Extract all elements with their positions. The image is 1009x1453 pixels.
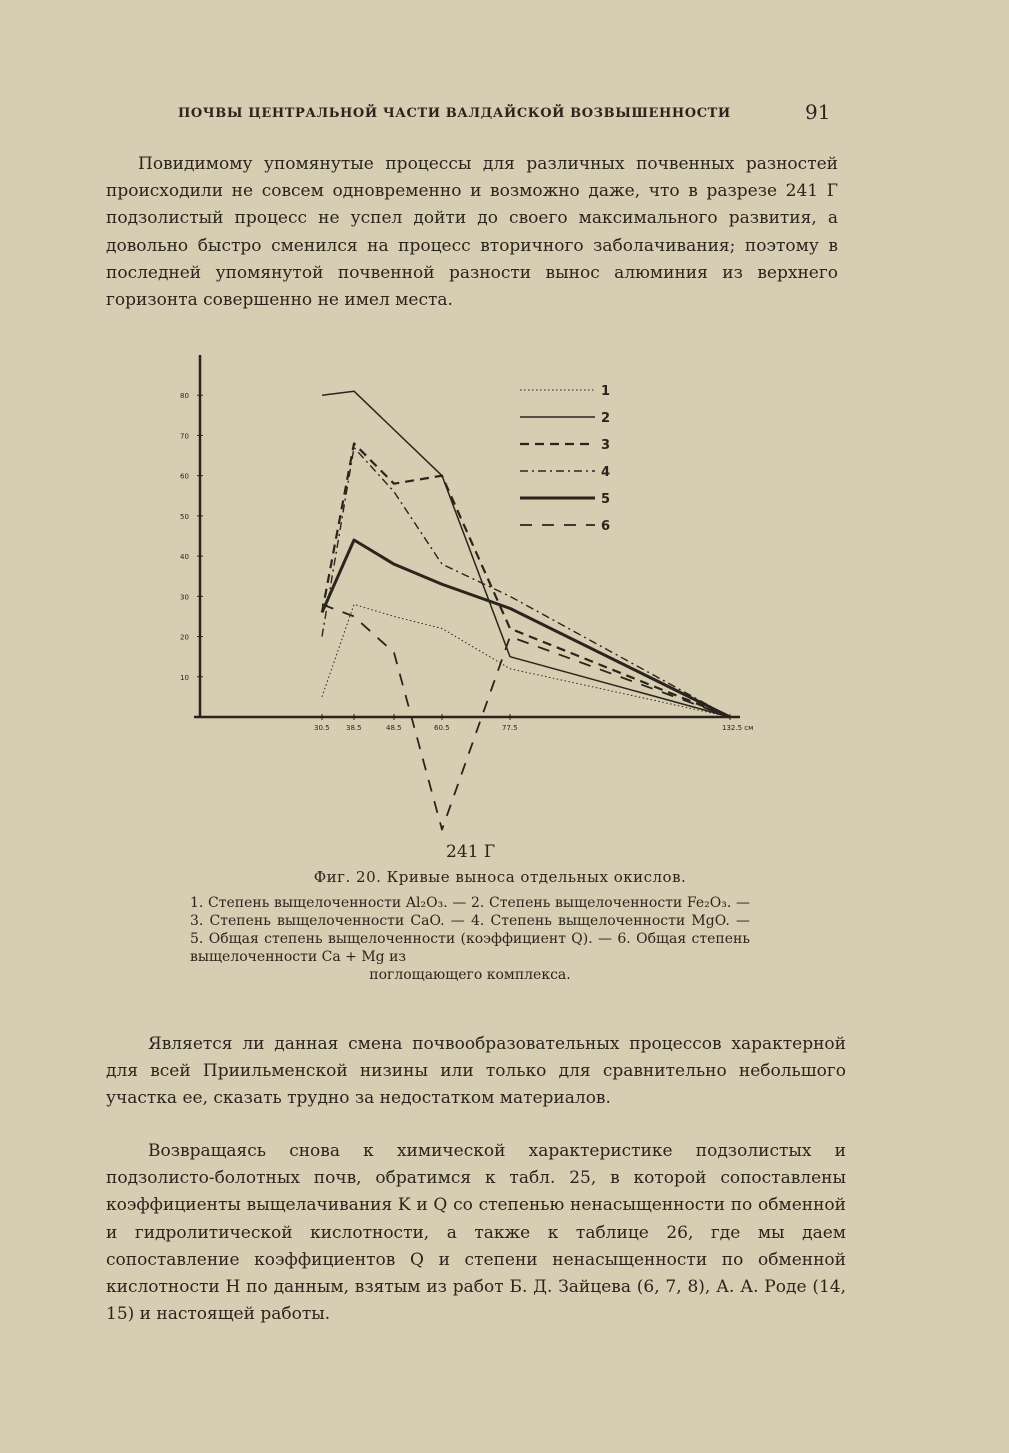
y-tick-label: 50 (180, 512, 189, 521)
figure-legend-text-end: поглощающего комплекса. (369, 967, 571, 983)
x-tick-label: 132.5 см (722, 724, 754, 732)
running-head: ПОЧВЫ ЦЕНТРАЛЬНОЙ ЧАСТИ ВАЛДАЙСКОЙ ВОЗВЫШЕННОСТИ (178, 106, 731, 121)
y-tick-label: 30 (180, 593, 189, 602)
y-tick-label: 10 (180, 673, 189, 682)
paragraph-3: Возвращаясь снова к химической характеристике подзолистых и подзолисто-болотных почв, обратимся к табл. 25, в которой сопоставлены коэффициенты выщелачивания K и Q со степенью ненасыщенности по обменной и гидролитической кислотности, а также к таблице 26, где мы даем сопоставление коэффициентов Q и степени ненасыщенности по обменной кислотности H по данным, взятым из работ Б. Д. Зайцева (6, 7, 8), А. А. Роде (14, 15) и настоящей работы. (106, 1141, 846, 1325)
x-tick-label: 48.5 (386, 724, 402, 732)
figure-legend-text: 1. Степень выщелоченности Al₂O₃. — 2. Степень выщелоченности Fe₂O₃. — 3. Степень выщелоченности CaO. — 4. Степень выщелоченности MgO. — 5. Общая степень выщелоченности (коэффициент Q). — 6. Общая степень выщелоченности Ca + Mg из (190, 895, 750, 965)
legend-label-4: 4 (601, 465, 611, 480)
x-tick-label: 38.5 (346, 724, 362, 732)
series-line-4 (322, 448, 730, 717)
paragraph-2: Является ли данная смена почвообразовательных процессов характерной для всей Приильменской низины или только для сравнительно небольшого участка ее, сказать трудно за недостатком материалов. (106, 1034, 846, 1109)
figure-id: 241 Г (446, 842, 496, 862)
series-line-2 (322, 391, 730, 717)
legend-label-3: 3 (601, 438, 611, 453)
y-tick-label: 70 (180, 432, 189, 441)
figure-legend-note (190, 894, 750, 984)
y-tick-label: 80 (180, 392, 189, 401)
x-tick-label: 60.5 (434, 724, 450, 732)
y-tick-label: 40 (180, 553, 189, 562)
legend-label-6: 6 (601, 519, 611, 534)
figure-caption: Фиг. 20. Кривые выноса отдельных окислов. (313, 868, 687, 886)
legend-label-5: 5 (601, 492, 611, 507)
y-tick-label: 60 (180, 472, 189, 481)
paragraph-1: Повидимому упомянутые процессы для различных почвенных разностей происходили не совсем одновременно и возможно даже, что в разрезе 241 Г подзолистый процесс не успел дойти до своего максимального развития, а довольно быстро сменился на процесс вторичного заболачивания; поэтому в последней упомянутой почвенной разности вынос алюминия из верхнего горизонта совершенно не имел места. (106, 154, 838, 311)
series-line-3 (322, 443, 730, 717)
x-tick-label: 77.5 (502, 724, 518, 732)
y-tick-label: 20 (180, 633, 189, 642)
series-line-5 (322, 540, 730, 717)
legend-label-1: 1 (601, 384, 611, 399)
legend-label-2: 2 (601, 411, 611, 426)
figure-chart (170, 345, 770, 835)
page-number: 91 (805, 100, 831, 124)
x-tick-label: 30.5 (314, 724, 330, 732)
chart-svg (170, 345, 770, 835)
